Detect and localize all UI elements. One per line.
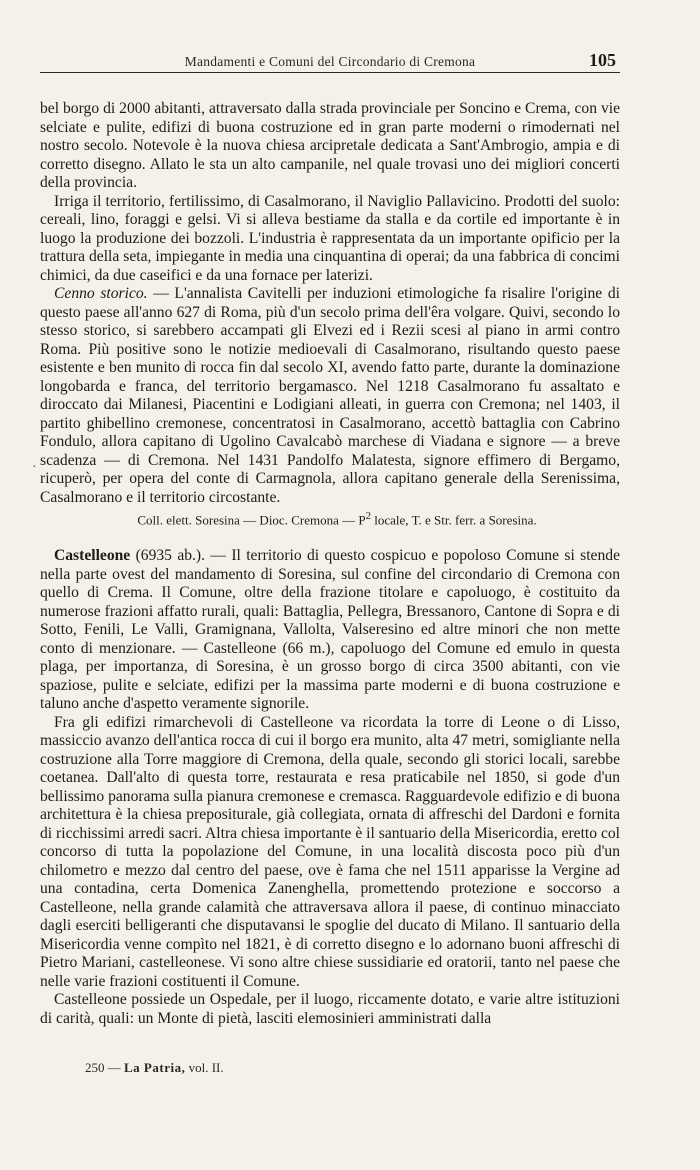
history-label: Cenno storico. (54, 285, 148, 302)
running-head: Mandamenti e Comuni del Circondario di Cremona (184, 54, 476, 69)
page-header (40, 50, 620, 73)
reference-line (40, 507, 620, 529)
paragraph-irrigation: Irriga il territorio, fertilissimo, di Casalmorano, il Naviglio Pallavicino. Prodotti del suolo: cereali, lino, foraggi e gelsi. Vi si alleva bestiame da stalla e da cortile ed importante è in luogo la produzione dei bozzoli. L'industria è rappresentata da un importante opificio per la trattura della seta, impiegante in media una cinquantina di operai; da una fabbrica di concimi chimici, da due caseifici e da una fornace per laterizi. (40, 192, 620, 284)
paragraph-history (40, 285, 620, 507)
reference-superscript: 2 (365, 510, 372, 522)
section-gap (40, 529, 620, 547)
paragraph-charity: Castelleone possiede un Ospedale, per il luogo, riccamente dotato, e varie altre istituzioni di carità, quali: un Monte di pietà, lasciti elemosinieri amministrati dalla (40, 991, 620, 1027)
body-text (40, 100, 620, 1028)
footer-magazine: La Patria, (124, 1060, 186, 1075)
reference-text-after: locale, T. e Str. ferr. a Soresina. (371, 512, 537, 528)
reference-text-before: Coll. elett. Soresina — Dioc. Cremona — P (137, 512, 366, 528)
margin-mark: · (32, 460, 37, 475)
castelleone-text: (6935 ab.). — Il territorio di questo cospicuo e popoloso Comune si stende nella parte ovest del mandamento di Soresina, sul confine del circondario di Cremona con quello di Crema. Il Comune, oltre della frazione titolare e capoluogo, è costituito da numerose frazioni affatto rurali, quali: Battaglia, Pellegra, Bressanoro, Cantone di Sopra e di Sotto, Fenili, Le Valli, Gramignana, Vallolta, Valseresino ed altre minori che non mette conto di menzionare. — Castelleone (66 m.), capoluogo del Comune ed emulo in questa plaga, per importanza, di Soresina, è un grosso borgo di circa 3500 abitanti, con vie spaziose, pulite e selciate, edifizi per la massima parte moderni e di buona costruzione e taluno anche d'aspetto veramente signorile. (40, 547, 620, 713)
footer-signature: 250 — (85, 1060, 124, 1075)
paragraph-castelleone (40, 547, 620, 714)
paragraph-continuation: bel borgo di 2000 abitanti, attraversato dalla strada provinciale per Soncino e Crema, con vie selciate e pulite, edifizi di buona costruzione ed in gran parte moderni o rimodernati nel nostro secolo. Notevole è la nuova chiesa arcipretale dedicata a Sant'Ambrogio, ampia e di corretto disegno. Allato le sta un alto campanile, nel quale trovasi uno dei migliori concerti della provincia. (40, 100, 620, 191)
paragraph-buildings: Fra gli edifizi rimarchevoli di Castelleone va ricordata la torre di Leone o di Lisso, massiccio avanzo dell'antica rocca di cui il borgo era munito, alta 47 metri, somigliante nella costruzione alla Torre maggiore di Cremona, della quale, secondo gli storici locali, sarebbe coetanea. Dall'alto di questa torre, restaurata e resa praticabile nel 1850, si gode d'un bellissimo panorama sulla pianura cremonese e cremasca. Ragguardevole edifizio e di buona architettura è la chiesa prepositurale, già collegiata, ornata di affreschi del Dardoni e fornita di ricchissimi arredi sacri. Altra chiesa importante è il santuario della Misericordia, eretto col concorso di tutta la popolazione del Comune, in una località discosta poco più d'un chilometro e mezzo dal centro del paese, ove è fama che nel 1511 apparisse la Vergine ad una contadina, certa Domenica Zanenghella, promettendo protezione e soccorso a Castelleone, nella grande calamità che attraversava allora il paese, di continuo minacciato dagli eserciti belligeranti che disputavansi le spoglie del ducato di Milano. Il santuario della Misericordia venne compìto nel 1821, è di corretto disegno e lo adornano buoni affreschi di Pietro Mariani, castelleonese. Vi sono altre chiese sussidiarie ed oratorii, tanto nel paese che nelle varie frazioni costituenti il Comune. (40, 713, 620, 990)
footer-volume: vol. II. (185, 1060, 224, 1075)
history-text: — L'annalista Cavitelli per induzioni etimologiche fa risalire l'origine di questo paese all'anno 627 di Roma, più d'un secolo prima dell'êra volgare. Quivi, secondo lo stesso storico, si sarebbero accampati gli Elvezi ed i Rezii scesi al piano in armi contro Roma. Più positive sono le notizie medioevali di Casalmorano, risultando questo paese esistente e ben munito di rocca fin dal secolo XI, avendo fatto parte, durante la dominazione longobarda e franca, del territorio bergamasco. Nel 1218 Casalmorano fu assaltato e diroccato dai Milanesi, Piacentini e Lodigiani alleati, in guerra con Cremona; nel 1403, il partito ghibellino cremonese, concentratosi in Casalmorano, accettò battaglia con Cabrino Fondulo, allora capitano di Ugolino Cavalcabò marchese di Viadana e signore — a breve scadenza — di Cremona. Nel 1431 Pandolfo Malatesta, signore effimero di Bergamo, ricuperò, per opera del conte di Carmagnola, allora capitano generale della Serenissima, Casalmorano e il territorio circostante. (40, 285, 620, 506)
section-title-castelleone: Castelleone (54, 547, 131, 565)
page-number: 105 (589, 50, 616, 70)
page-footer (85, 1060, 224, 1076)
